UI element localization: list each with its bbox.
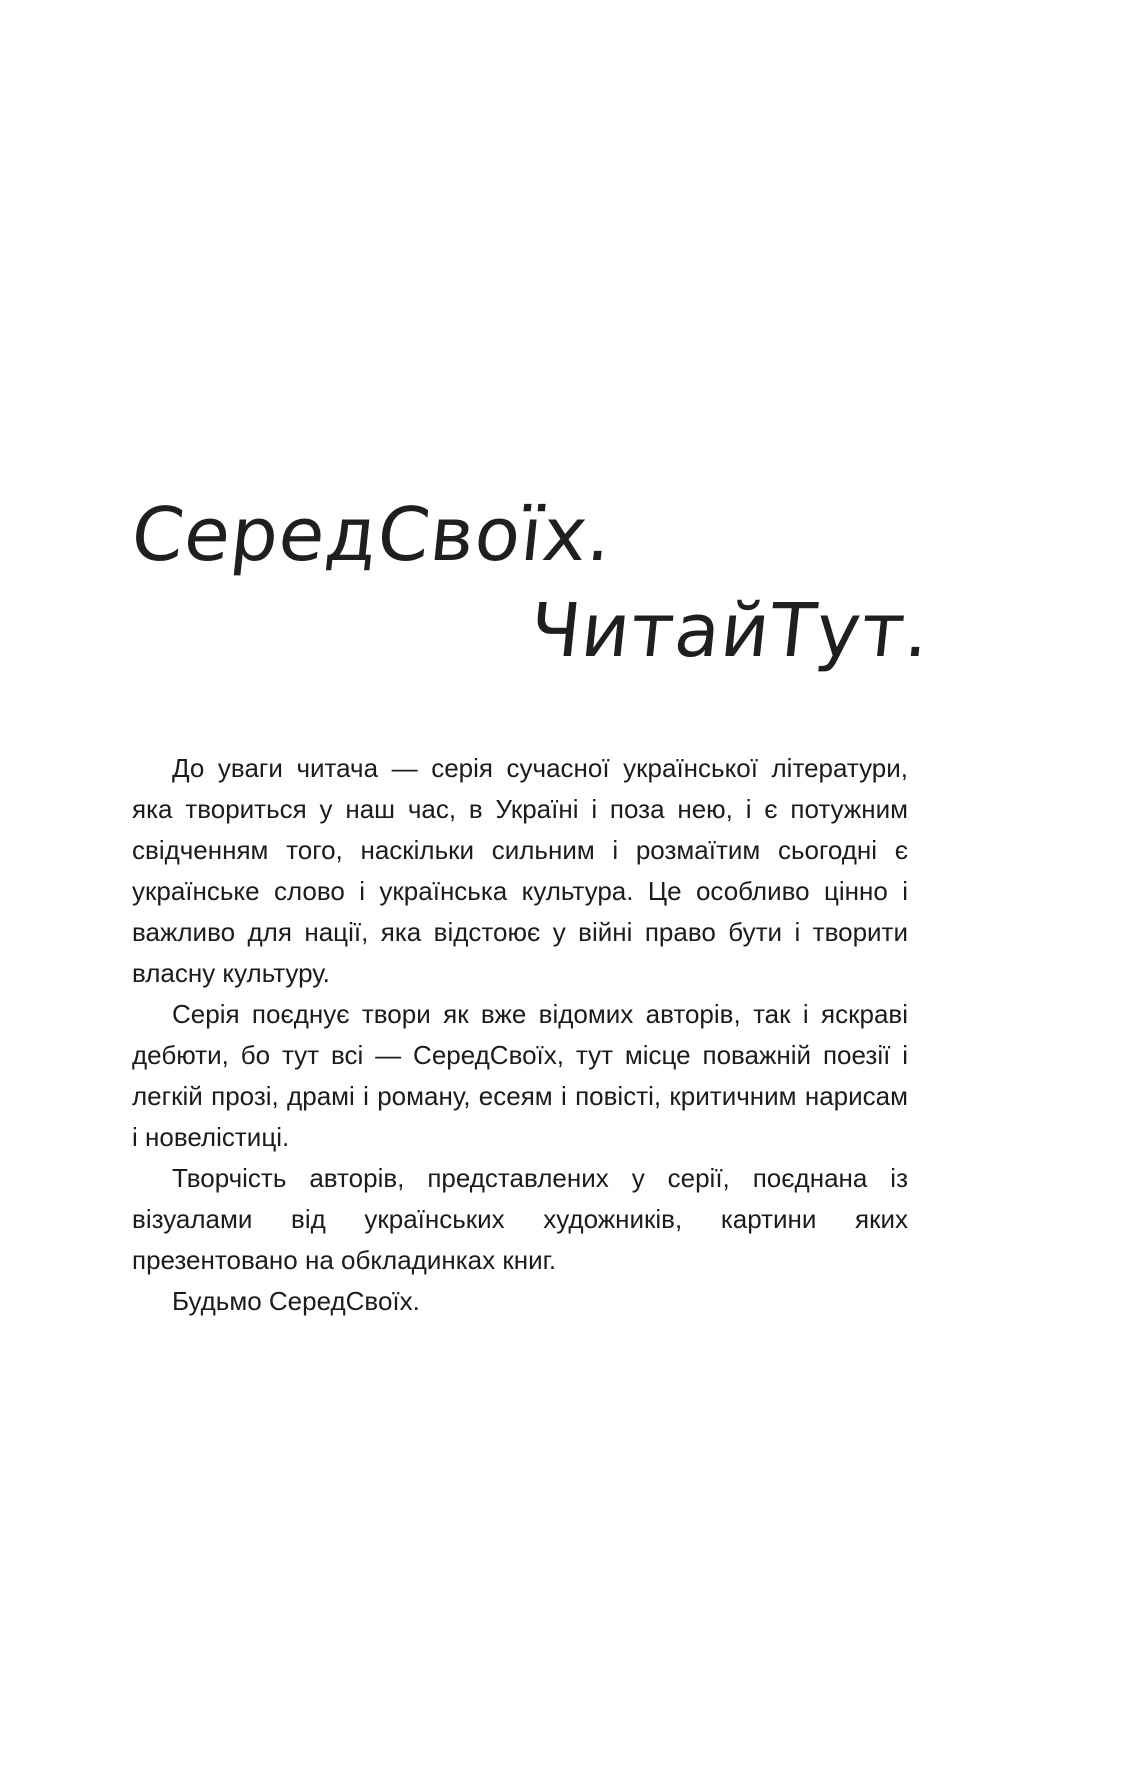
series-motto bbox=[0, 0, 1142, 700]
motto-line-1: СередСвоїх. bbox=[127, 492, 617, 578]
paragraph-3: Творчість авторів, представлених у серії, поєднана із візуалами від українських художників, картини яких презентовано на обкладинках книг. bbox=[132, 1163, 908, 1275]
series-description bbox=[132, 748, 908, 1322]
paragraph-1: До уваги читача — серія сучасної української літератури, яка твориться у наш час, в Україні і поза нею, і є потужним свідченням того, наскільки сильним і розмаїтим сьогодні є українське слово і українська культура. Це особливо цінно і важливо для нації, яка відстоює у війні право бути і творити власну культуру. bbox=[132, 753, 908, 988]
paragraph-2: Серія поєднує твори як вже відомих авторів, так і яскраві дебюти, бо тут всі — СередСвоїх, тут місце поважній поезії і легкій прозі, драмі і роману, есеям і повісті, критичним нарисам і новелістиці. bbox=[132, 999, 908, 1152]
motto-line-2: ЧитайТут. bbox=[525, 588, 935, 674]
paragraph-4: Будьмо СередСвоїх. bbox=[172, 1286, 420, 1316]
